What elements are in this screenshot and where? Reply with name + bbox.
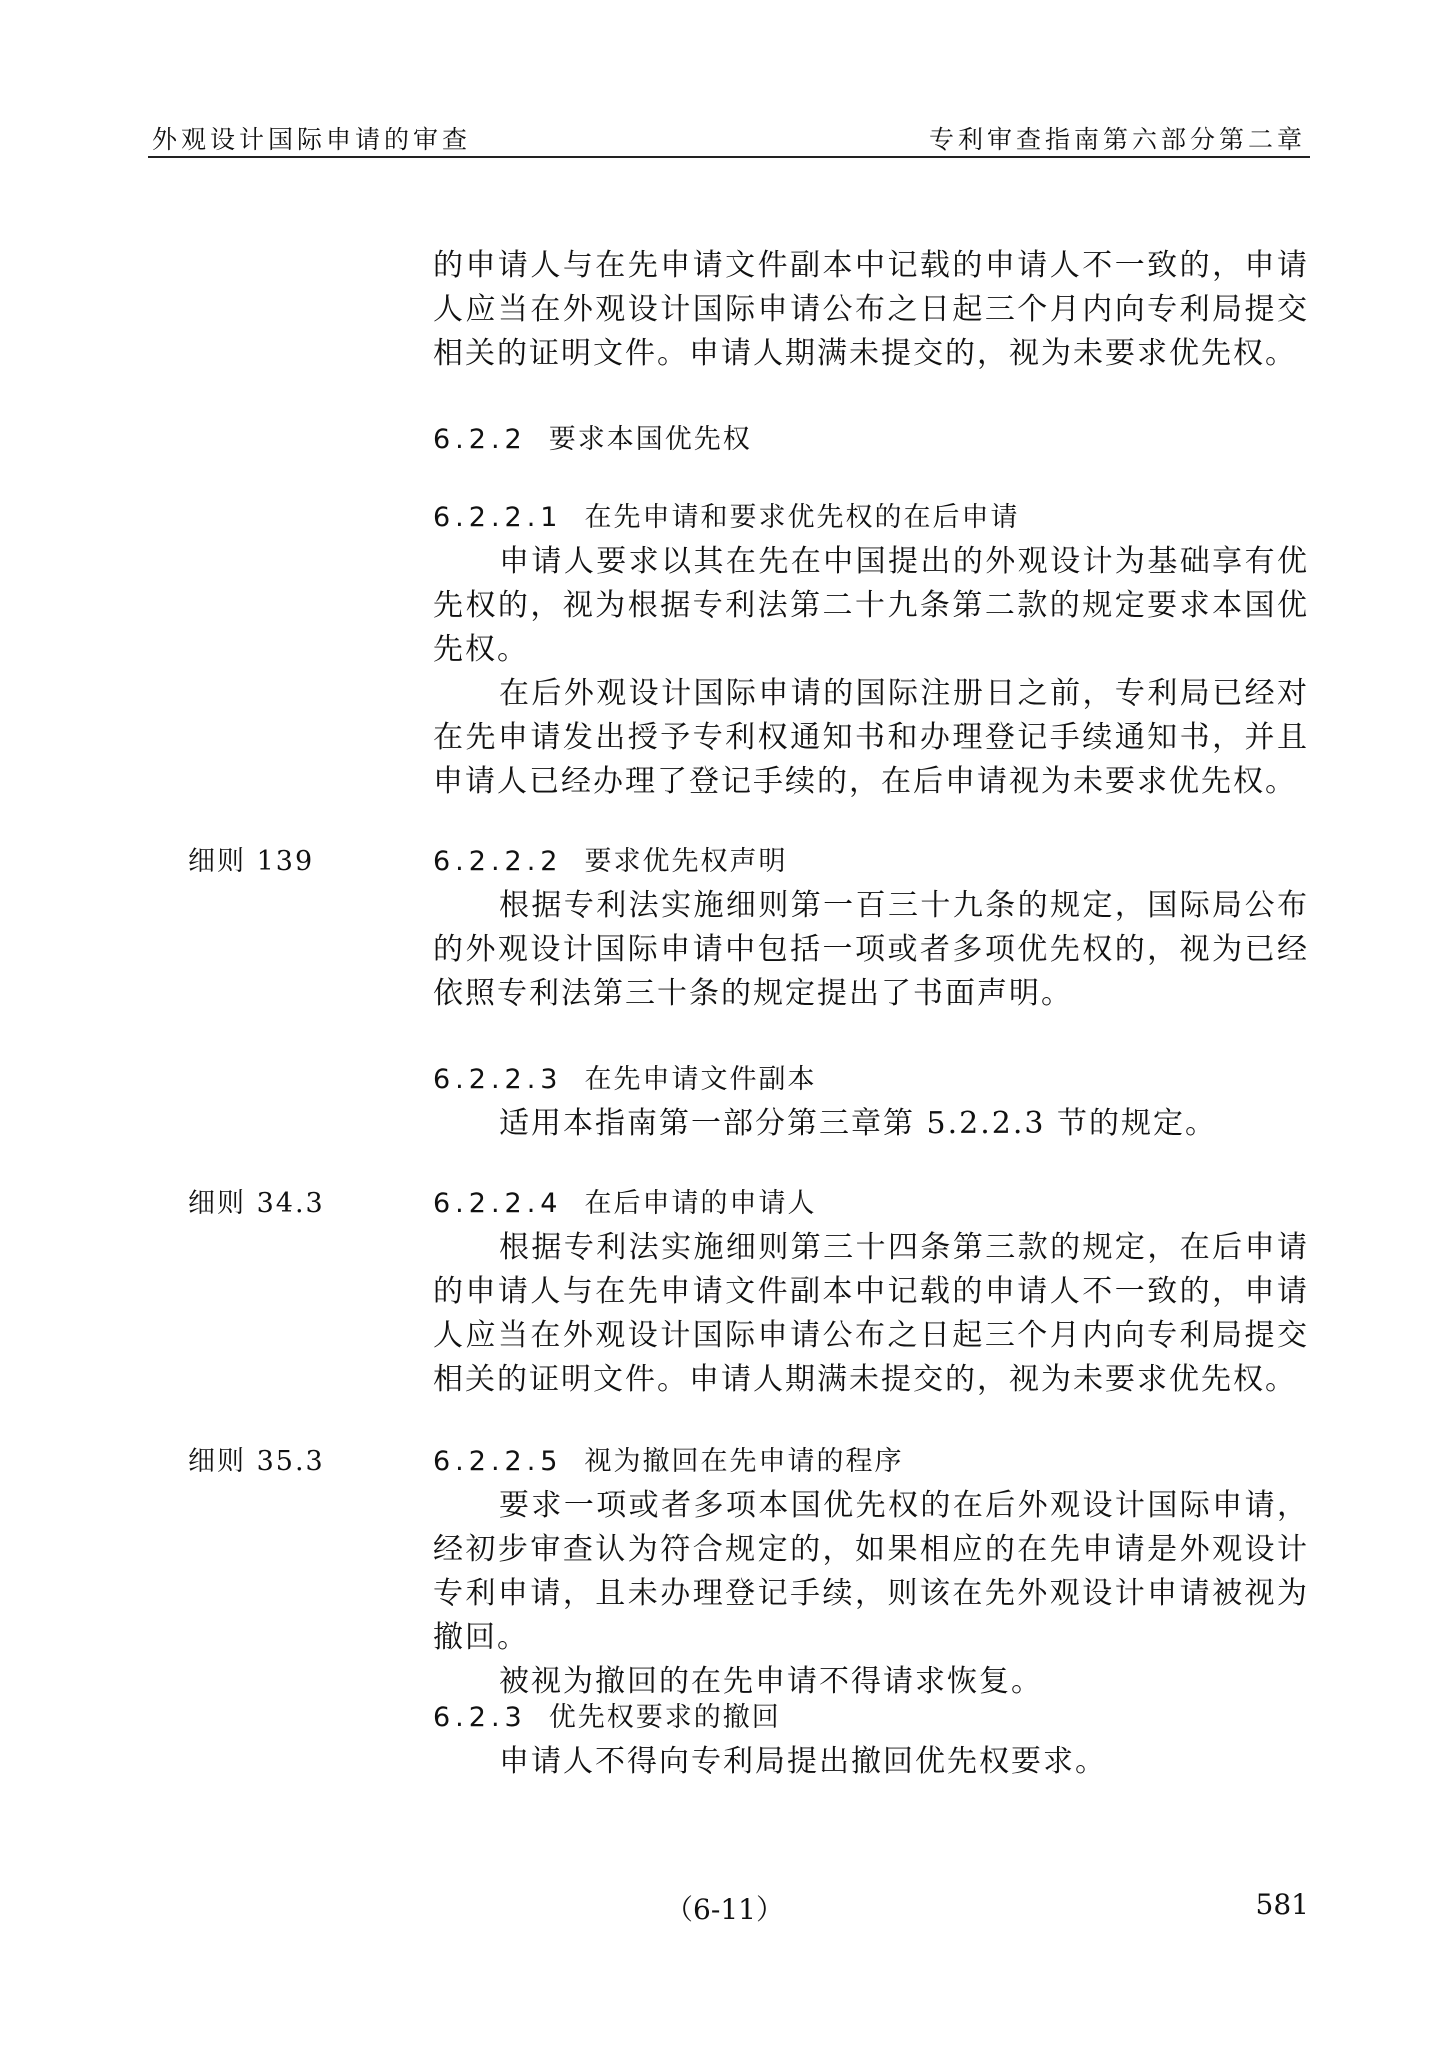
section-heading bbox=[433, 418, 1309, 462]
continuation-block bbox=[433, 244, 1309, 376]
section-6-2-2-3 bbox=[433, 1058, 1309, 1146]
section-6-2-2 bbox=[433, 418, 1309, 462]
section-number: 6.2.2 bbox=[433, 424, 527, 455]
section-6-2-2-5 bbox=[433, 1440, 1309, 1704]
section-title: 优先权要求的撤回 bbox=[548, 1702, 781, 1733]
section-number: 6.2.2.5 bbox=[433, 1446, 563, 1477]
continuation-paragraph: 的申请人与在先申请文件副本中记载的申请人不一致的，申请人应当在外观设计国际申请公布之日起三个月内向专利局提交相关的证明文件。申请人期满未提交的，视为未要求优先权。 bbox=[433, 248, 1309, 371]
paragraph: 在后外观设计国际申请的国际注册日之前，专利局已经对在先申请发出授予专利权通知书和办理登记手续通知书，并且申请人已经办理了登记手续的，在后申请视为未要求优先权。 bbox=[433, 676, 1309, 799]
header-chapter-title: 外观设计国际申请的审查 bbox=[152, 125, 472, 154]
margin-rule-reference: 细则 34.3 bbox=[188, 1188, 325, 1219]
paragraph: 根据专利法实施细则第一百三十九条的规定，国际局公布的外观设计国际申请中包括一项或者多项优先权的，视为已经依照专利法第三十条的规定提出了书面声明。 bbox=[433, 888, 1309, 1011]
paragraph: 根据专利法实施细则第三十四条第三款的规定，在后申请的申请人与在先申请文件副本中记载的申请人不一致的，申请人应当在外观设计国际申请公布之日起三个月内向专利局提交相关的证明文件。申请人期满未提交的，视为未要求优先权。 bbox=[433, 1230, 1309, 1397]
paragraph: 申请人要求以其在先在中国提出的外观设计为基础享有优先权的，视为根据专利法第二十九条第二款的规定要求本国优先权。 bbox=[433, 544, 1309, 667]
section-number: 6.2.2.2 bbox=[433, 846, 563, 877]
section-heading bbox=[433, 1058, 1309, 1102]
running-header bbox=[148, 112, 1310, 158]
header-guide-part: 专利审查指南第六部分第二章 bbox=[928, 125, 1306, 154]
paragraph: 适用本指南第一部分第三章第 5.2.2.3 节的规定。 bbox=[499, 1106, 1218, 1141]
paragraph: 要求一项或者多项本国优先权的在后外观设计国际申请，经初步审查认为符合规定的，如果相应的在先申请是外观设计专利申请，且未办理登记手续，则该在先外观设计申请被视为撤回。 bbox=[433, 1488, 1309, 1655]
paragraph: 被视为撤回的在先申请不得请求恢复。 bbox=[499, 1664, 1043, 1699]
section-number: 6.2.2.1 bbox=[433, 502, 563, 533]
section-title: 视为撤回在先申请的程序 bbox=[584, 1446, 904, 1477]
section-heading bbox=[433, 1182, 1309, 1226]
margin-rule-reference: 细则 139 bbox=[188, 846, 315, 877]
page-number: 581 bbox=[1255, 1888, 1309, 1921]
section-number: 6.2.2.3 bbox=[433, 1064, 563, 1095]
section-heading bbox=[433, 840, 1309, 884]
margin-rule-reference: 细则 35.3 bbox=[188, 1446, 325, 1477]
section-title: 在后申请的申请人 bbox=[584, 1188, 817, 1219]
section-6-2-3 bbox=[433, 1696, 1309, 1784]
footer-section-number: （6-11） bbox=[665, 1893, 784, 1926]
section-heading bbox=[433, 496, 1309, 540]
section-heading bbox=[433, 1440, 1309, 1484]
section-6-2-2-4 bbox=[433, 1182, 1309, 1402]
section-title: 要求本国优先权 bbox=[548, 424, 752, 455]
section-title: 在先申请文件副本 bbox=[584, 1064, 817, 1095]
paragraph: 申请人不得向专利局提出撤回优先权要求。 bbox=[499, 1744, 1107, 1779]
section-6-2-2-2 bbox=[433, 840, 1309, 1016]
section-number: 6.2.2.4 bbox=[433, 1188, 563, 1219]
section-number: 6.2.3 bbox=[433, 1702, 527, 1733]
section-title: 要求优先权声明 bbox=[584, 846, 788, 877]
section-title: 在先申请和要求优先权的在后申请 bbox=[584, 502, 1020, 533]
section-heading bbox=[433, 1696, 1309, 1740]
section-6-2-2-1 bbox=[433, 496, 1309, 804]
